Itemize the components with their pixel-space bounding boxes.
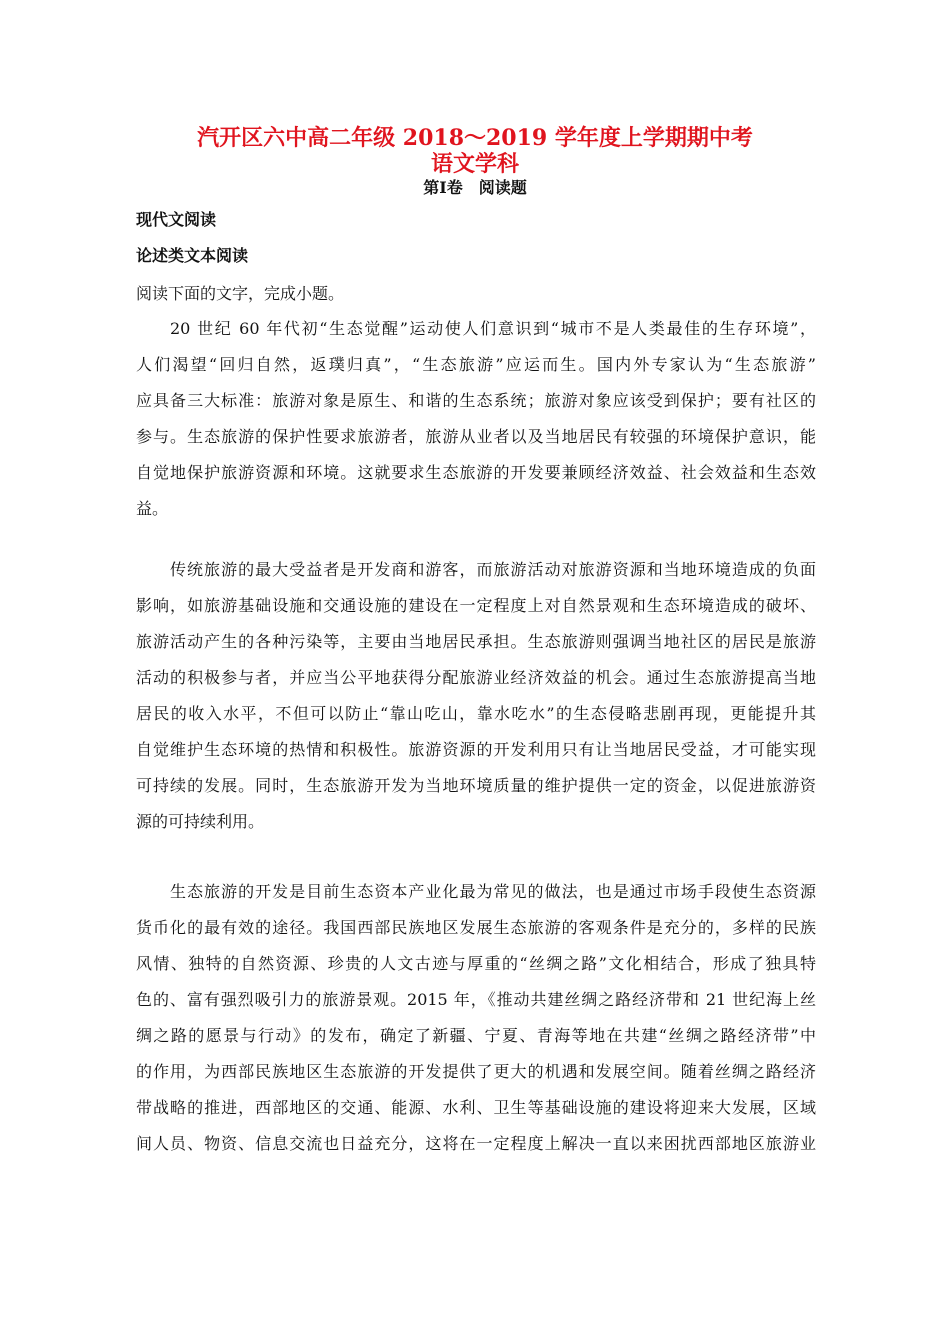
- paragraph-line: 可持续的发展。同时，生态旅游开发为当地环境质量的维护提供一定的资金，以促进旅游资: [136, 776, 816, 795]
- paragraph-line: 应具备三大标准：旅游对象是原生、和谐的生态系统；旅游对象应该受到保护；要有社区的: [136, 391, 816, 410]
- section-title: 第Ⅰ卷 阅读题: [423, 178, 527, 197]
- paragraph-line: 的作用，为西部民族地区生态旅游的开发提供了更大的机遇和发展空间。随着丝绸之路经济: [136, 1062, 816, 1081]
- paragraph-line: 间人员、物资、信息交流也日益充分，这将在一定程度上解决一直以来困扰西部地区旅游业: [136, 1134, 816, 1153]
- paragraph-line: 色的、富有强烈吸引力的旅游景观。2015 年，《推动共建丝绸之路经济带和 21 世纪海上丝: [136, 990, 816, 1009]
- paragraph-line: 人们渴望“回归自然，返璞归真”，“生态旅游”应运而生。国内外专家认为“生态旅游”: [136, 355, 816, 374]
- paragraph-line: 源的可持续利用。: [136, 812, 265, 831]
- paragraph-line: 居民的收入水平，不但可以防止“靠山吃山，靠水吃水”的生态侵略悲剧再现，更能提升其: [136, 704, 816, 723]
- heading-argumentative-reading: 论述类文本阅读: [136, 246, 249, 265]
- paragraph-line: 自觉维护生态环境的热情和积极性。旅游资源的开发利用只有让当地居民受益，才可能实现: [136, 740, 816, 759]
- exam-title: 汽开区六中高二年级 2018～2019 学年度上学期期中考: [197, 125, 753, 151]
- paragraph-line: 风情、独特的自然资源、珍贵的人文古迹与厚重的“丝绸之路”文化相结合，形成了独具特: [136, 954, 816, 973]
- heading-modern-reading: 现代文阅读: [136, 210, 217, 229]
- paragraph-line: 自觉地保护旅游资源和环境。这就要求生态旅游的开发要兼顾经济效益、社会效益和生态效: [136, 463, 816, 482]
- paragraph-line: 益。: [136, 499, 169, 518]
- paragraph-line: 传统旅游的最大受益者是开发商和游客，而旅游活动对旅游资源和当地环境造成的负面: [170, 560, 816, 579]
- paragraph-line: 20 世纪 60 年代初“生态觉醒”运动使人们意识到“城市不是人类最佳的生存环境”，: [170, 319, 816, 338]
- paragraph-line: 活动的积极参与者，并应当公平地获得分配旅游业经济效益的机会。通过生态旅游提高当地: [136, 668, 816, 687]
- paragraph-line: 绸之路的愿景与行动》的发布，确定了新疆、宁夏、青海等地在共建“丝绸之路经济带”中: [136, 1026, 816, 1045]
- reading-instruction: 阅读下面的文字，完成小题。: [136, 284, 345, 303]
- subject-title: 语文学科: [430, 151, 519, 177]
- paragraph-line: 带战略的推进，西部地区的交通、能源、水利、卫生等基础设施的建设将迎来大发展，区域: [136, 1098, 816, 1117]
- paragraph-line: 货币化的最有效的途径。我国西部民族地区发展生态旅游的客观条件是充分的，多样的民族: [136, 918, 816, 937]
- paragraph-line: 生态旅游的开发是目前生态资本产业化最为常见的做法，也是通过市场手段使生态资源: [170, 882, 816, 901]
- paragraph-line: 影响，如旅游基础设施和交通设施的建设在一定程度上对自然景观和生态环境造成的破坏、: [136, 596, 816, 615]
- paragraph-line: 参与。生态旅游的保护性要求旅游者，旅游从业者以及当地居民有较强的环境保护意识，能: [136, 427, 816, 446]
- paragraph-line: 旅游活动产生的各种污染等，主要由当地居民承担。生态旅游则强调当地社区的居民是旅游: [136, 632, 816, 651]
